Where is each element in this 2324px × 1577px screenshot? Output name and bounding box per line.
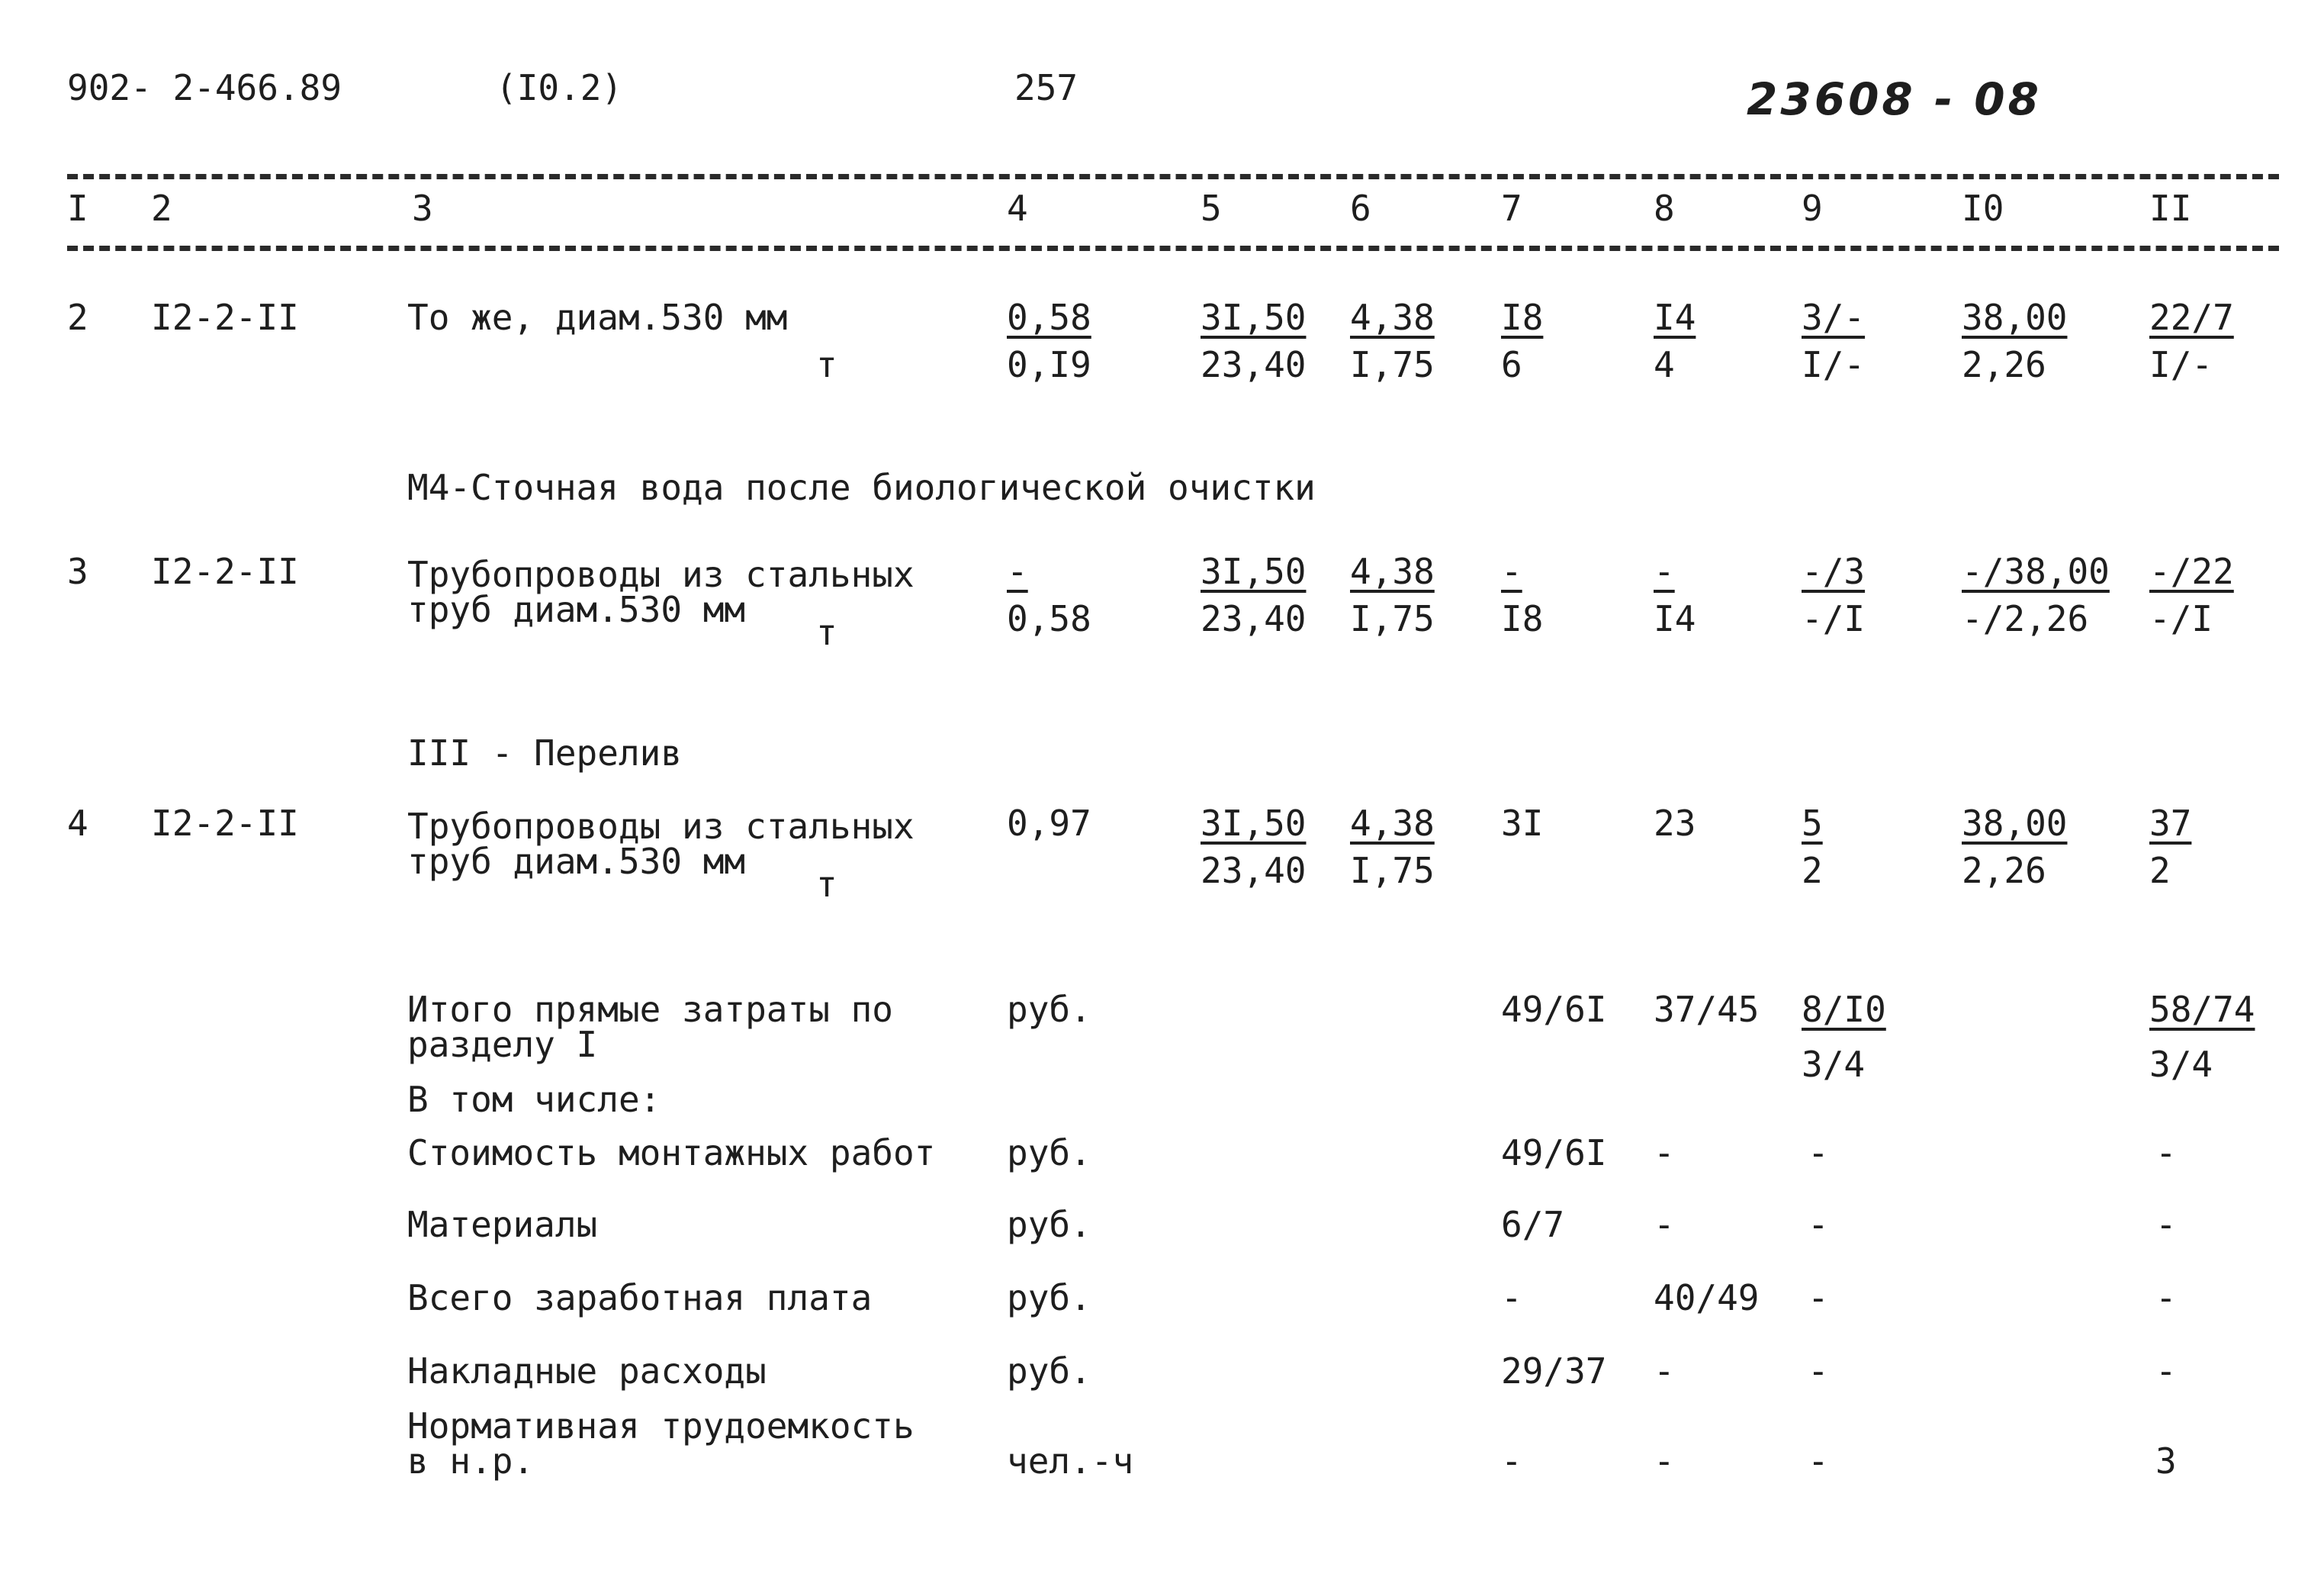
summary-unit: руб.	[1007, 1204, 1091, 1245]
cell-value: 4,38	[1350, 297, 1435, 338]
col-header-8: 8	[1654, 188, 1675, 229]
summary-value: -	[2155, 1350, 2177, 1392]
cell-value: 6	[1501, 344, 1522, 385]
cell-value: 0,58	[1007, 598, 1091, 639]
cell-value: 3I	[1501, 803, 1544, 844]
summary-value: -	[2155, 1204, 2177, 1245]
cell-value: 22/7	[2149, 297, 2234, 338]
cell-value: 37	[2149, 803, 2192, 844]
summary-unit: чел.-ч	[1007, 1440, 1134, 1482]
header-bottom-rule	[67, 246, 2279, 251]
inventory-stamp: 23608 - 08	[1747, 73, 2042, 125]
summary-unit: руб.	[1007, 1350, 1091, 1392]
row-number: 3	[67, 551, 88, 592]
cell-value: 23,40	[1201, 344, 1307, 385]
header-top-rule	[67, 174, 2279, 179]
rate-code: I2-2-II	[151, 297, 299, 338]
cell-value: -/22	[2149, 551, 2234, 592]
section-title-m4: М4-Сточная вода после биологической очистки	[407, 467, 1316, 508]
summary-value: -	[2155, 1132, 2177, 1173]
summary-unit: руб.	[1007, 989, 1091, 1030]
col-header-7: 7	[1501, 188, 1522, 229]
summary-value: -	[1808, 1277, 1829, 1318]
col-header-6: 6	[1350, 188, 1371, 229]
cell-value: I8	[1501, 297, 1544, 338]
item-name: Трубопроводы из стальных	[407, 806, 914, 847]
summary-unit: руб.	[1007, 1277, 1091, 1318]
item-name-line2: труб диам.530 мм	[407, 841, 746, 882]
cell-value: I/-	[2149, 344, 2213, 385]
summary-value: 49/6I	[1501, 989, 1607, 1030]
summary-value: -	[1808, 1350, 1829, 1392]
rate-code: I2-2-II	[151, 551, 299, 592]
summary-value: 8/I0	[1802, 989, 1886, 1030]
col-header-2: 2	[151, 188, 172, 229]
section-number: (I0.2)	[496, 67, 623, 108]
cell-value: I,75	[1350, 850, 1435, 891]
cell-value: 3/-	[1802, 297, 1866, 338]
cell-value: I,75	[1350, 344, 1435, 385]
cell-value: 38,00	[1962, 297, 2068, 338]
cell-value: -/I	[2149, 598, 2213, 639]
cell-value: 38,00	[1962, 803, 2068, 844]
cell-value: 0,58	[1007, 297, 1091, 338]
summary-value: 29/37	[1501, 1350, 1607, 1392]
col-header-1: I	[67, 188, 88, 229]
summary-value: -	[1501, 1440, 1522, 1482]
col-header-4: 4	[1007, 188, 1028, 229]
cell-value: -/3	[1802, 551, 1866, 592]
summary-value: -	[1808, 1132, 1829, 1173]
summary-value: 40/49	[1654, 1277, 1760, 1318]
col-header-10: I0	[1962, 188, 2004, 229]
cell-value: 4,38	[1350, 551, 1435, 592]
cell-value: -/I	[1802, 598, 1866, 639]
cell-value: 23,40	[1201, 598, 1307, 639]
summary-label: Итого прямые затраты по	[407, 989, 893, 1030]
row-number: 4	[67, 803, 88, 844]
cell-value: -/38,00	[1962, 551, 2110, 592]
summary-unit: руб.	[1007, 1132, 1091, 1173]
summary-value: -	[1808, 1440, 1829, 1482]
cell-value: 23,40	[1201, 850, 1307, 891]
cell-value: 2,26	[1962, 344, 2046, 385]
col-header-3: 3	[412, 188, 433, 229]
cell-value: I,75	[1350, 598, 1435, 639]
row-number: 2	[67, 297, 88, 338]
summary-value: 6/7	[1501, 1204, 1565, 1245]
cell-value: 5	[1802, 803, 1823, 844]
item-name: То же, диам.530 мм	[407, 297, 788, 338]
summary-label: Всего заработная плата	[407, 1277, 873, 1318]
section-title-overflow: III - Перелив	[407, 732, 683, 774]
cell-value: -	[1501, 551, 1522, 592]
col-header-9: 9	[1802, 188, 1823, 229]
summary-value: 3/4	[2149, 1044, 2213, 1085]
cell-value: 3I,50	[1201, 803, 1307, 844]
summary-label-line2: разделу I	[407, 1024, 598, 1065]
document-code: 902- 2-466.89	[67, 67, 342, 108]
cell-value: I4	[1654, 598, 1696, 639]
col-header-11: II	[2149, 188, 2192, 229]
cell-value: 0,97	[1007, 803, 1091, 844]
summary-value: -	[1654, 1350, 1675, 1392]
cell-value: -/2,26	[1962, 598, 2089, 639]
cell-value: 3I,50	[1201, 297, 1307, 338]
item-name: Трубопроводы из стальных	[407, 554, 914, 595]
summary-value: -	[1654, 1132, 1675, 1173]
cell-value: 0,I9	[1007, 344, 1091, 385]
cell-value: 3I,50	[1201, 551, 1307, 592]
summary-value: 3	[2155, 1440, 2177, 1482]
summary-label-line2: в н.р.	[407, 1440, 535, 1482]
summary-label: Материалы	[407, 1204, 598, 1245]
cell-value: -	[1654, 551, 1675, 592]
cell-value: -	[1007, 551, 1028, 592]
summary-value: -	[2155, 1277, 2177, 1318]
cell-value: 2	[2149, 850, 2171, 891]
cell-value: 4,38	[1350, 803, 1435, 844]
summary-value: 49/6I	[1501, 1132, 1607, 1173]
cell-value: I8	[1501, 598, 1544, 639]
col-header-5: 5	[1201, 188, 1222, 229]
summary-value: 3/4	[1802, 1044, 1866, 1085]
cell-value: 2	[1802, 850, 1823, 891]
cell-value: I4	[1654, 297, 1696, 338]
cell-value: 23	[1654, 803, 1696, 844]
summary-label: Накладные расходы	[407, 1350, 767, 1392]
item-name-line2: труб диам.530 мм	[407, 589, 746, 630]
summary-label: Нормативная трудоемкость	[407, 1405, 914, 1447]
summary-value: 58/74	[2149, 989, 2255, 1030]
summary-value: 37/45	[1654, 989, 1760, 1030]
summary-label: В том числе:	[407, 1079, 661, 1120]
summary-value: -	[1501, 1277, 1522, 1318]
summary-value: -	[1808, 1204, 1829, 1245]
page-number: 257	[1014, 67, 1078, 108]
cell-value: I/-	[1802, 344, 1866, 385]
summary-value: -	[1654, 1204, 1675, 1245]
unit-mark: т	[816, 864, 837, 905]
summary-value: -	[1654, 1440, 1675, 1482]
unit-mark: т	[816, 612, 837, 653]
cell-value: 4	[1654, 344, 1675, 385]
unit-mark: т	[816, 344, 837, 385]
summary-label: Стоимость монтажных работ	[407, 1132, 936, 1173]
rate-code: I2-2-II	[151, 803, 299, 844]
cell-value: 2,26	[1962, 850, 2046, 891]
